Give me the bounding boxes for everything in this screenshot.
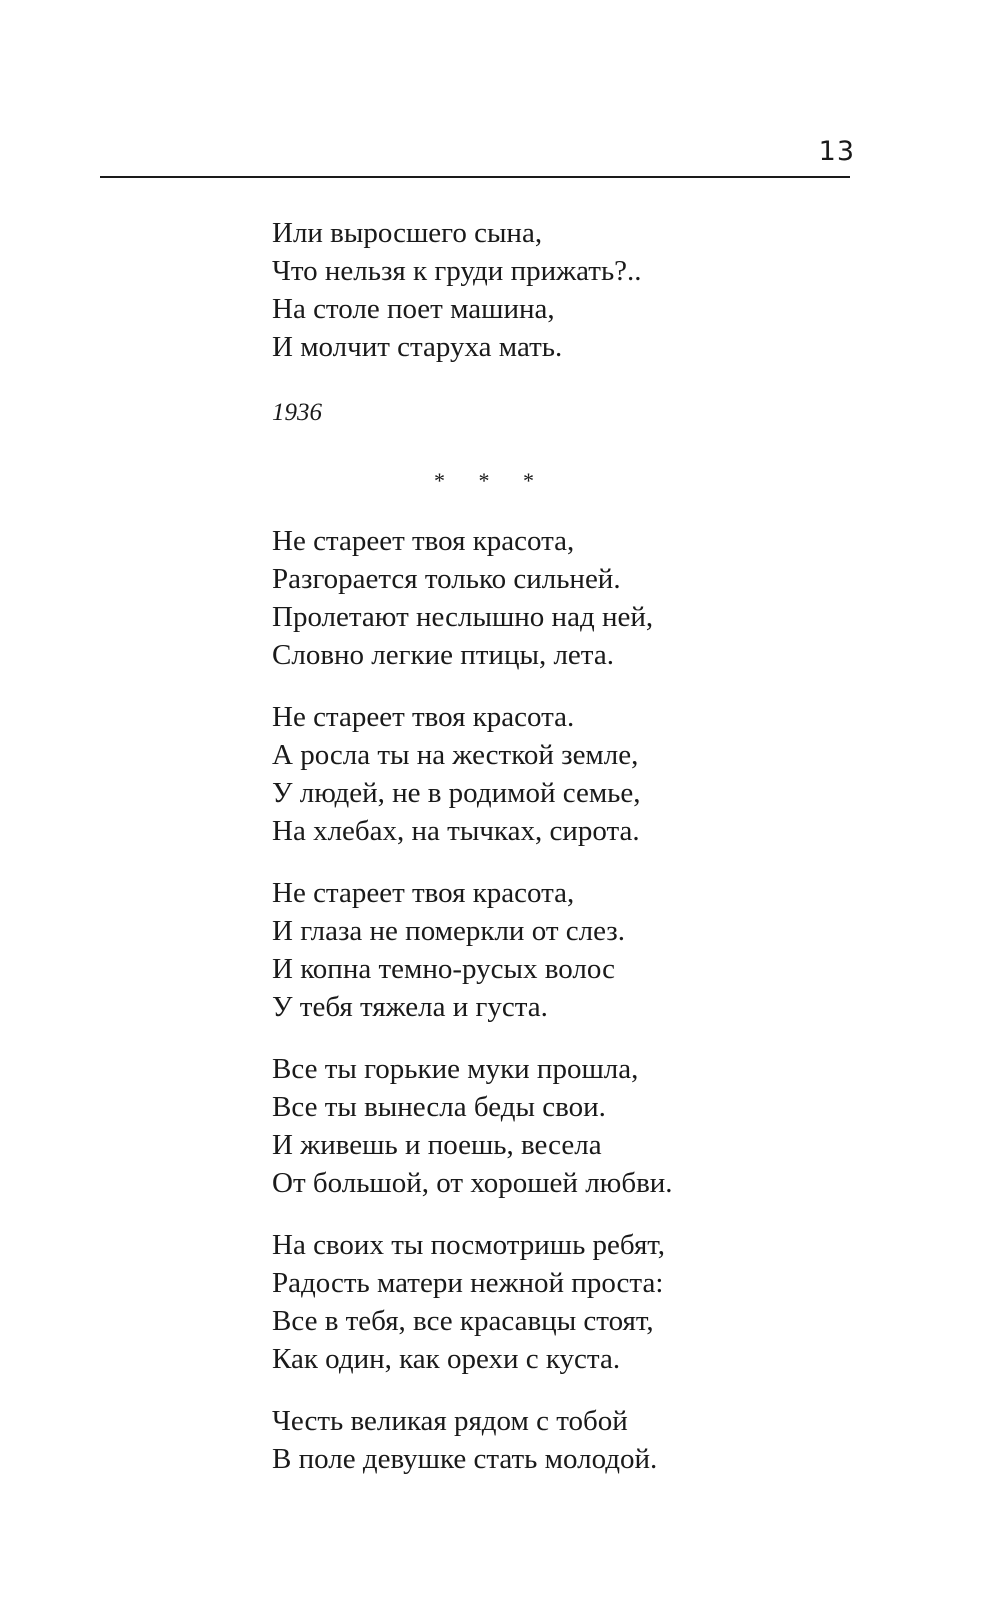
- poem-line: У тебя тяжела и густа.: [272, 991, 548, 1023]
- poem-line: Честь великая рядом с тобой: [272, 1405, 628, 1437]
- poem-line: И молчит старуха мать.: [272, 331, 563, 363]
- poem-line: И копна темно-русых волос: [272, 953, 615, 985]
- poem-line: И глаза не померкли от слез.: [272, 915, 626, 947]
- poem-line: Не стареет твоя красота.: [272, 701, 575, 733]
- poem2-stanza-1: [272, 522, 872, 674]
- separator-gap: [272, 492, 872, 522]
- poem-line: Или выросшего сына,: [272, 217, 543, 249]
- asterism-separator: * * *: [434, 468, 548, 493]
- poem-line: А росла ты на жесткой земле,: [272, 739, 639, 771]
- poem-line: Все ты вынесла беды свои.: [272, 1091, 606, 1123]
- poem-line: Не стареет твоя красота,: [272, 877, 575, 909]
- poem-line: У людей, не в родимой семье,: [272, 777, 641, 809]
- poem2-stanza-4: [272, 1050, 872, 1202]
- poem-line: Все в тебя, все красавцы стоят,: [272, 1305, 654, 1337]
- poem2-stanza-2: [272, 698, 872, 850]
- poem-line: Словно легкие птицы, лета.: [272, 639, 614, 671]
- poem-line: На столе поет машина,: [272, 293, 555, 325]
- page-number: 13: [818, 136, 855, 167]
- poem-date: 1936: [272, 399, 322, 426]
- poem-line: Не стареет твоя красота,: [272, 525, 575, 557]
- poem-line: Что нельзя к груди прижать?..: [272, 255, 642, 287]
- poem-line: От большой, от хорошей любви.: [272, 1167, 673, 1199]
- poem-line: Радость матери нежной проста:: [272, 1267, 664, 1299]
- poem-line: Пролетают неслышно над ней,: [272, 601, 654, 633]
- poem-line: Разгорается только сильней.: [272, 563, 621, 595]
- poem-line: И живешь и поешь, весела: [272, 1129, 602, 1161]
- poem2-stanza-5: [272, 1226, 872, 1378]
- poem2-stanza-6: [272, 1402, 872, 1478]
- poem-line: Как один, как орехи с куста.: [272, 1343, 621, 1375]
- poem1-tail-stanza: [272, 214, 872, 366]
- poem2-stanza-3: [272, 874, 872, 1026]
- poem-line: В поле девушке стать молодой.: [272, 1443, 658, 1475]
- header-rule: [100, 176, 850, 178]
- poem-text: [272, 214, 872, 1478]
- poem-line: На своих ты посмотришь ребят,: [272, 1229, 666, 1261]
- poem-line: Все ты горькие муки прошла,: [272, 1053, 639, 1085]
- poem-line: На хлебах, на тычках, сирота.: [272, 815, 640, 847]
